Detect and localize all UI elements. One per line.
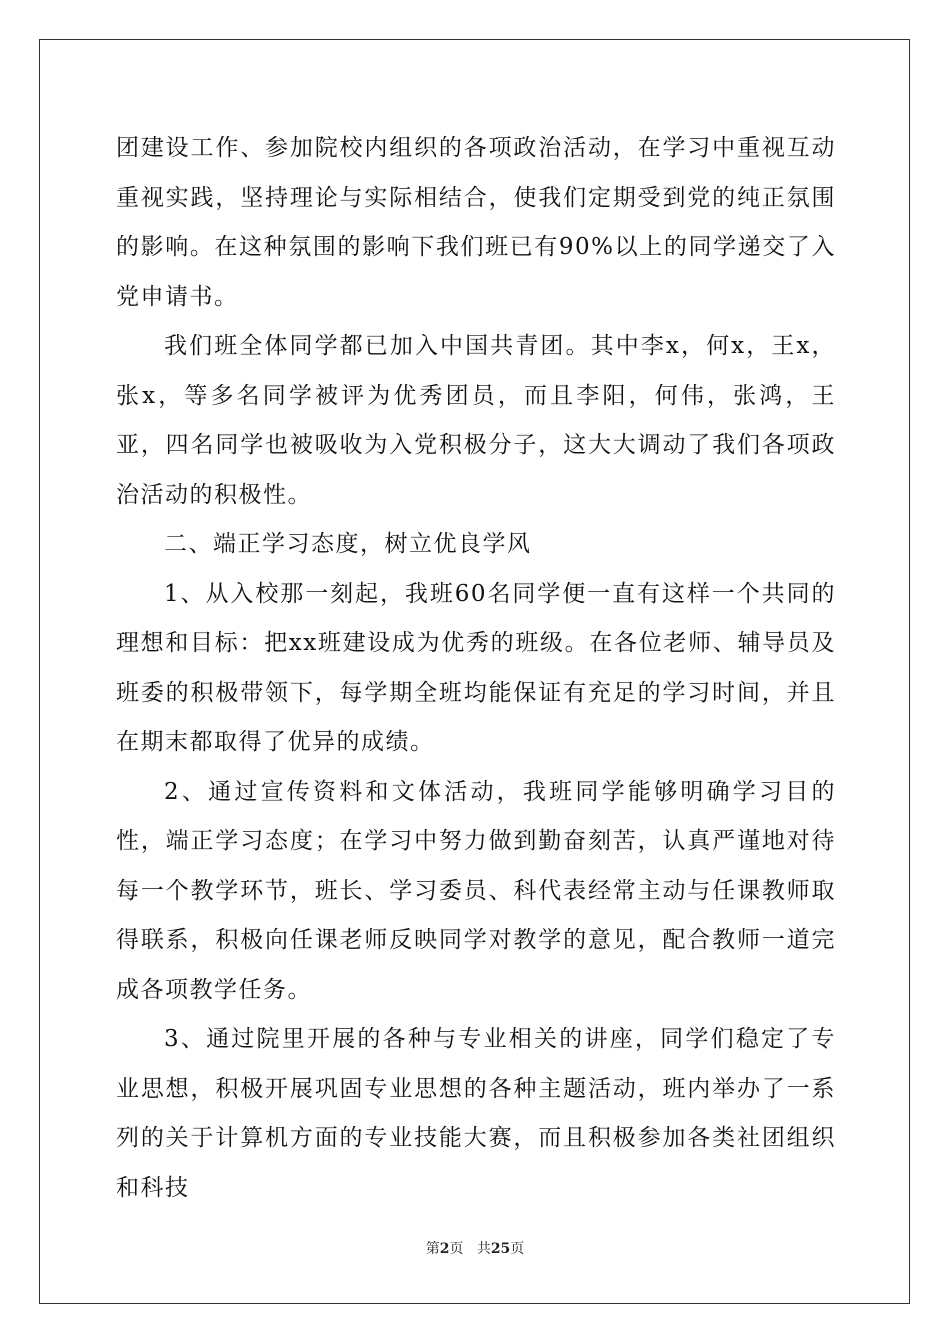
total-page-count: 25 <box>490 1241 511 1257</box>
paragraph: 2、通过宣传资料和文体活动，我班同学能够明确学习目的性，端正学习态度；在学习中努力做到勤奋刻苦，认真严谨地对待每一个教学环节，班长、学习委员、科代表经常主动与任课教师取得联系，积极向任课老师反映同学对教学的意见，配合教师一道完成各项教学任务。 <box>116 778 836 1003</box>
footer-prefix: 第 <box>425 1241 440 1257</box>
paragraph: 1、从入校那一刻起，我班60名同学便一直有这样一个共同的理想和目标：把xx班建设成为优秀的班级。在各位老师、辅导员及班委的积极带领下，每学期全班均能保证有充足的学习时间，并且在期末都取得了优异的成绩。 <box>116 580 836 755</box>
page-footer <box>0 1238 950 1258</box>
document-body <box>116 124 836 1213</box>
paragraph: 3、通过院里开展的各种与专业相关的讲座，同学们稳定了专业思想，积极开展巩固专业思想的各种主题活动，班内举办了一系列的关于计算机方面的专业技能大赛，而且积极参加各类社团组织和科技 <box>116 1026 836 1201</box>
footer-total-prefix: 共 <box>476 1241 491 1257</box>
section-heading: 二、端正学习态度，树立优良学风 <box>164 531 532 557</box>
footer-total-suffix: 页 <box>510 1241 525 1257</box>
paragraph: 团建设工作、参加院校内组织的各项政治活动，在学习中重视互动重视实践，坚持理论与实际相结合，使我们定期受到党的纯正氛围的影响。在这种氛围的影响下我们班已有90%以上的同学递交了入党申请书。 <box>116 135 836 310</box>
current-page-number: 2 <box>439 1241 450 1257</box>
paragraph: 我们班全体同学都已加入中国共青团。其中李x，何x，王x，张x，等多名同学被评为优秀团员，而且李阳，何伟，张鸿，王亚，四名同学也被吸收为入党积极分子，这大大调动了我们各项政治活动的积极性。 <box>116 333 836 508</box>
footer-page-suffix: 页 <box>449 1241 464 1257</box>
